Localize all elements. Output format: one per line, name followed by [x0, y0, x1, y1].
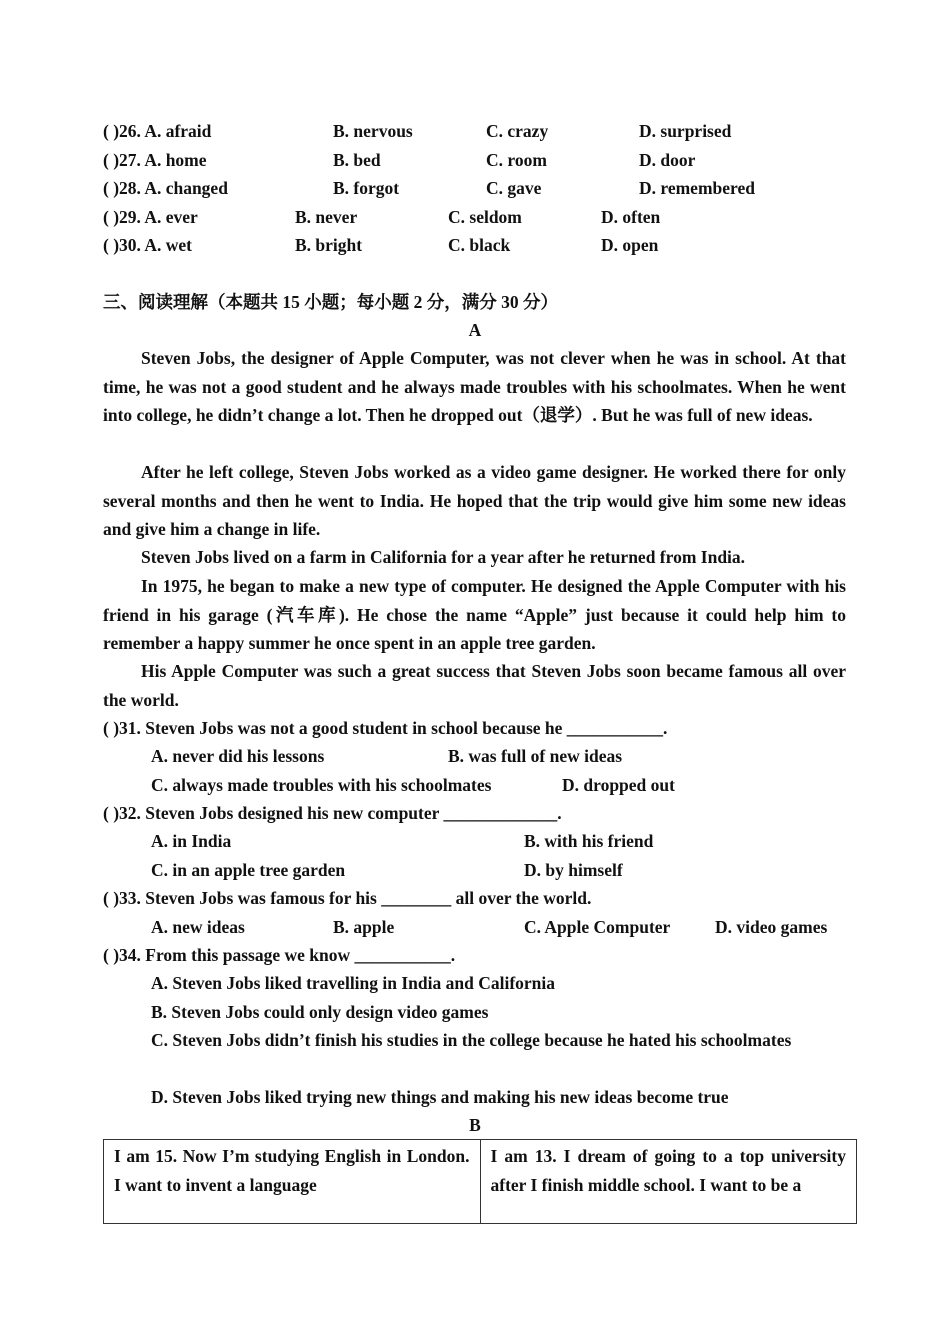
passage-b-cell-left: I am 15. Now I’m studying English in London. I want to invent a language [104, 1140, 481, 1224]
question-28-option-d: D. remembered [639, 178, 755, 198]
question-31-option-c: C. always made troubles with his schoolmates [151, 775, 492, 795]
question-33-option-b: B. apple [333, 917, 395, 937]
question-26-number: ( )26. A. afraid [103, 121, 212, 141]
passage-a-paragraph-4: In 1975, he began to make a new type of computer. He designed the Apple Computer with his friend in his garage (汽车库). He chose the name “Apple” just because it could help him to remember a happy summer he once spent in an apple tree garden. [103, 576, 846, 653]
question-31-option-a: A. never did his lessons [151, 746, 325, 766]
question-31-stem: ( )31. Steven Jobs was not a good student in school because he ___________. [103, 718, 668, 738]
question-29-option-c: C. seldom [448, 207, 522, 227]
question-29-option-d: D. often [601, 207, 661, 227]
question-33-option-c: C. Apple Computer [524, 917, 671, 937]
question-32-option-a: A. in India [151, 831, 232, 851]
question-28-option-b: B. forgot [333, 178, 400, 198]
question-27-number: ( )27. A. home [103, 150, 207, 170]
question-30-number: ( )30. A. wet [103, 235, 192, 255]
question-26-option-c: C. crazy [486, 121, 549, 141]
question-34-option-b: B. Steven Jobs could only design video games [151, 1002, 489, 1022]
question-34-option-a: A. Steven Jobs liked travelling in India and California [151, 973, 556, 993]
passage-a-paragraph-3: Steven Jobs lived on a farm in California for a year after he returned from India. [141, 547, 746, 567]
question-31-option-b: B. was full of new ideas [448, 746, 623, 766]
question-28-number: ( )28. A. changed [103, 178, 228, 198]
question-30-option-b: B. bright [295, 235, 363, 255]
passage-a-paragraph-2: After he left college, Steven Jobs worked as a video game designer. He worked there for only several months and then he went to India. He hoped that the trip would give him some new ideas and give him a change in life. [103, 462, 846, 539]
table-row [104, 1140, 857, 1224]
passage-a-paragraph-5: His Apple Computer was such a great success that Steven Jobs soon became famous all over the world. [103, 661, 846, 710]
question-33-option-d: D. video games [715, 917, 828, 937]
question-31-option-d: D. dropped out [562, 775, 675, 795]
question-26-option-d: D. surprised [639, 121, 732, 141]
question-32-stem: ( )32. Steven Jobs designed his new computer _____________. [103, 803, 562, 823]
question-29-number: ( )29. A. ever [103, 207, 198, 227]
question-29-option-b: B. never [295, 207, 358, 227]
question-28-option-c: C. gave [486, 178, 542, 198]
question-33-option-a: A. new ideas [151, 917, 245, 937]
question-32-option-c: C. in an apple tree garden [151, 860, 346, 880]
question-30-option-c: C. black [448, 235, 511, 255]
question-32-option-b: B. with his friend [524, 831, 654, 851]
question-33-stem: ( )33. Steven Jobs was famous for his ________ all over the world. [103, 888, 592, 908]
passage-b-label: B [469, 1115, 481, 1135]
passage-b-cell-right: I am 13. I dream of going to a top university after I finish middle school. I want to be a [480, 1140, 857, 1224]
passage-b-table [103, 1139, 857, 1224]
passage-a-label: A [468, 320, 482, 340]
question-27-option-d: D. door [639, 150, 696, 170]
question-34-stem: ( )34. From this passage we know ___________. [103, 945, 456, 965]
section-title: 三、阅读理解（本题共 15 小题；每小题 2 分，满分 30 分） [103, 292, 558, 312]
question-32-option-d: D. by himself [524, 860, 623, 880]
question-30-option-d: D. open [601, 235, 659, 255]
passage-a-paragraph-1: Steven Jobs, the designer of Apple Computer, was not clever when he was in school. At that time, he was not a good student and he always made troubles with his schoolmates. When he went into college, he didn’t change a lot. Then he dropped out（退学）. But he was full of new ideas. [103, 348, 846, 425]
question-34-option-c: C. Steven Jobs didn’t finish his studies in the college because he hated his schoolmates [151, 1030, 792, 1050]
question-26-option-b: B. nervous [333, 121, 413, 141]
question-34-option-d: D. Steven Jobs liked trying new things and making his new ideas become true [151, 1087, 729, 1107]
question-27-option-b: B. bed [333, 150, 381, 170]
question-27-option-c: C. room [486, 150, 547, 170]
